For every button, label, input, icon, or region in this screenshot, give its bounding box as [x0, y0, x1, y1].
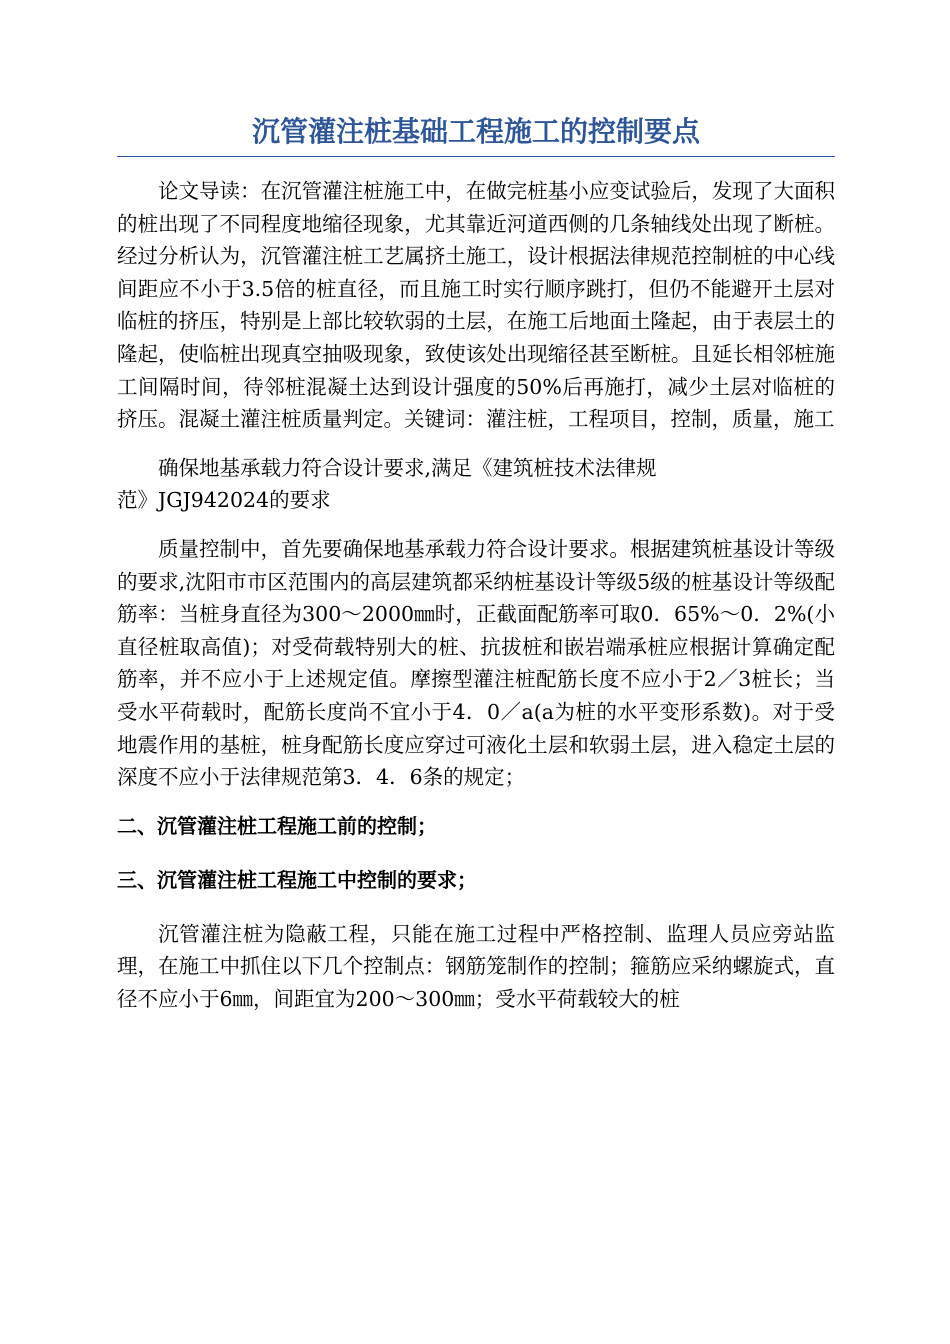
- quality-control-paragraph: 质量控制中，首先要确保地基承载力符合设计要求。根据建筑桩基设计等级的要求,沈阳市市区范围内的高层建筑都采纳桩基设计等级5级的桩基设计等级配筋率：当桩身直径为300～2000㎜时，正截面配筋率可取0．65%～0．2%(小直径桩取高值)；对受荷载特别大的桩、抗拔桩和嵌岩端承桩应根据计算确定配筋率，并不应小于上述规定值。摩擦型灌注桩配筋长度不应小于2／3桩长；当受水平荷载时，配筋长度尚不宜小于4．0／a(a为桩的水平变形系数)。对于受地震作用的基桩，桩身配筋长度应穿过可液化土层和软弱土层，进入稳定土层的深度不应小于法律规范第3．4．6条的规定；: [117, 536, 835, 790]
- heading-pre-construction: 二、沉管灌注桩工程施工前的控制；: [117, 813, 437, 838]
- intro-paragraph: 论文导读：在沉管灌注桩施工中，在做完桩基小应变试验后，发现了大面积的桩出现了不同程度地缩径现象，尤其靠近河道西侧的几条轴线处出现了断桩。经过分析认为，沉管灌注桩工艺属挤土施工，设计根据法律规范控制桩的中心线间距应不小于3.5倍的桩直径，而且施工时实行顺序跳打，但仍不能避开土层对临桩的挤压，特别是上部比较软弱的土层，在施工后地面土隆起，由于表层土的隆起，使临桩出现真空抽吸现象，致使该处出现缩径甚至断桩。且延长相邻桩施工间隔时间，待邻桩混凝土达到设计强度的50%后再施打，减少土层对临桩的挤压。混凝土灌注桩质量判定。关键词：灌注桩，工程项目，控制，质量，施工: [117, 179, 835, 432]
- section-one-line-2: 范》JGJ942024的要求: [117, 488, 331, 513]
- construction-control-paragraph: 沉管灌注桩为隐蔽工程，只能在施工过程中严格控制、监理人员应旁站监理，在施工中抓住以下几个控制点：钢筋笼制作的控制；箍筋应采纳螺旋式，直径不应小于6㎜，间距宜为200～300㎜；受水平荷载较大的桩: [117, 921, 835, 1011]
- document-page: [117, 112, 835, 1031]
- section-one-paragraph: [117, 452, 835, 517]
- heading-during-construction: 三、沉管灌注桩工程施工中控制的要求；: [117, 867, 477, 892]
- section-one-line-1: 确保地基承载力符合设计要求,满足《建筑桩技术法律规: [158, 455, 657, 480]
- title-underline: [117, 156, 835, 157]
- document-title: 沉管灌注桩基础工程施工的控制要点: [251, 115, 700, 148]
